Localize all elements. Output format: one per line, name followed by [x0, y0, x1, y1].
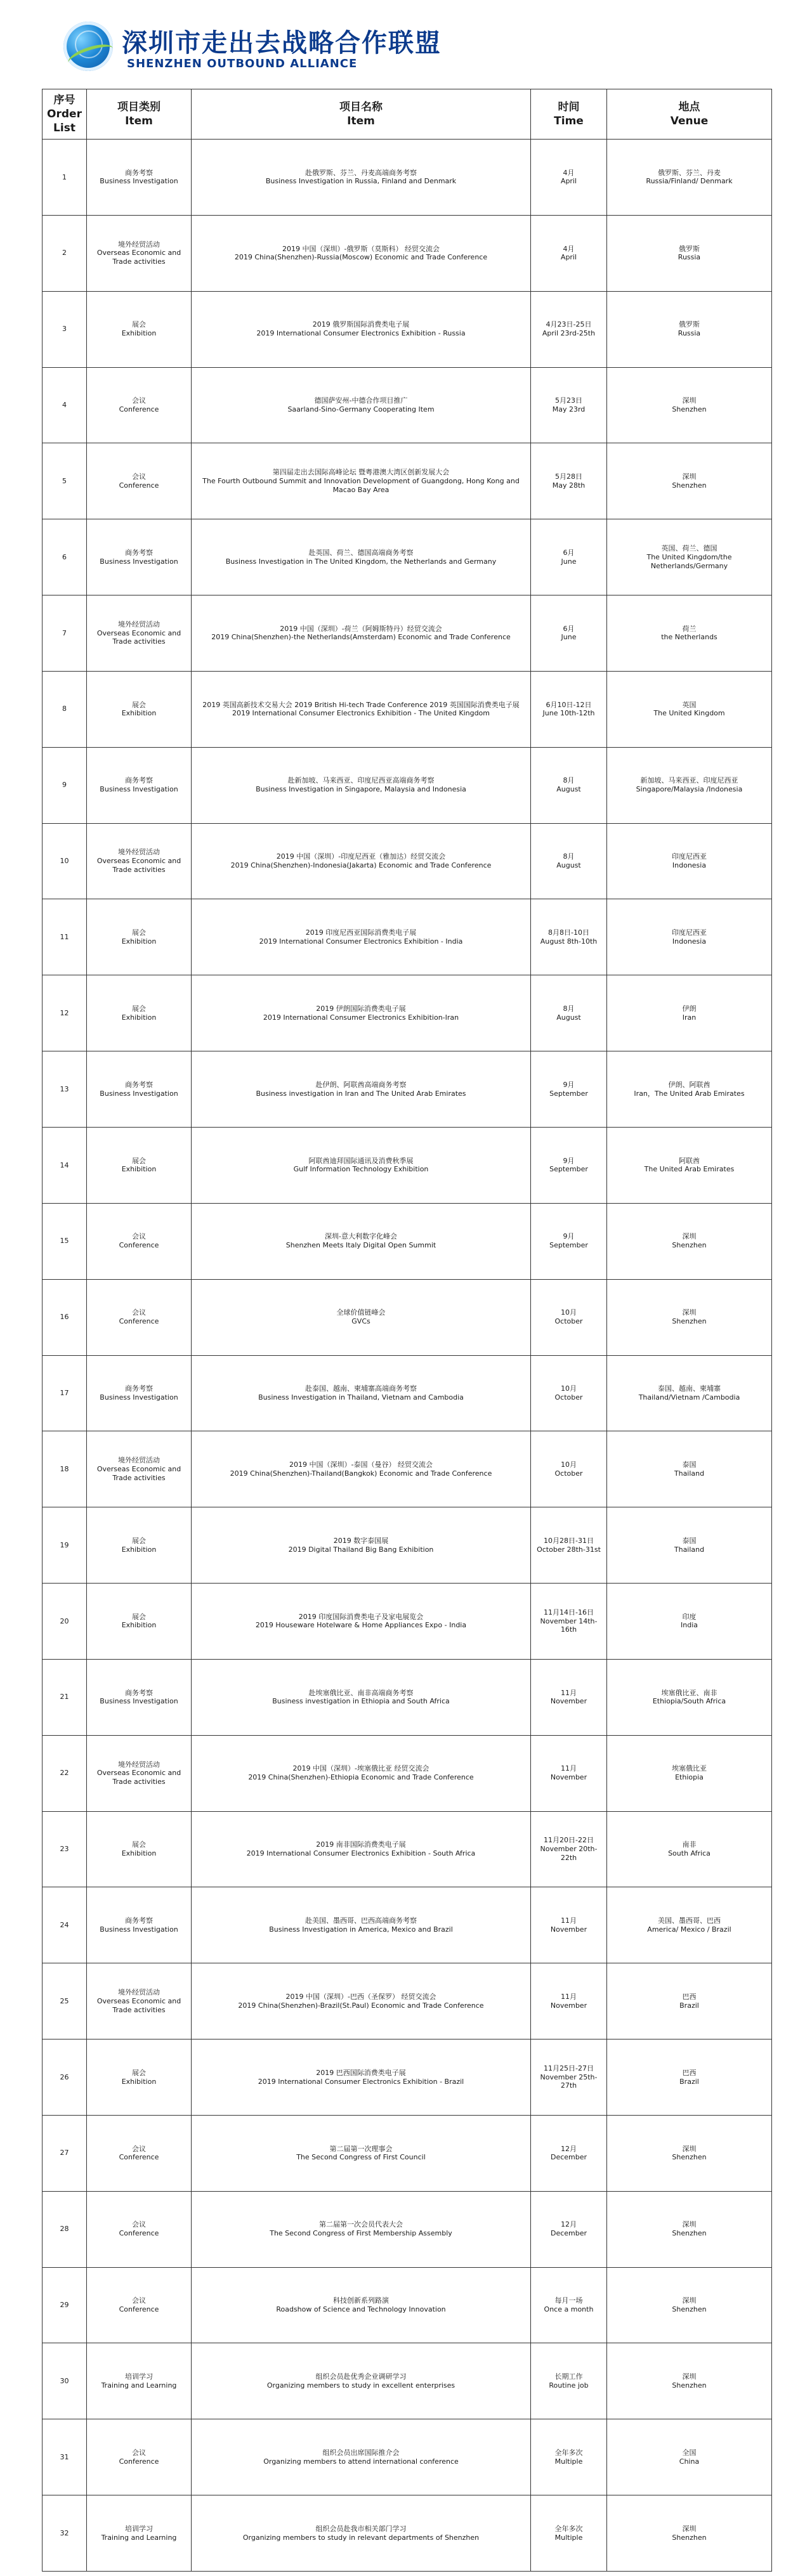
cell-name: 2019 中国（深圳）-泰国（曼谷） 经贸交流会 2019 China(Shenzhen)-Thailand(Bangkok) Economic and Trade Conference	[192, 1431, 531, 1507]
cell-name: 第二届第一次理事会 The Second Congress of First Council	[192, 2115, 531, 2191]
cell-name: 2019 数字泰国展 2019 Digital Thailand Big Bang Exhibition	[192, 1507, 531, 1584]
cell-name: 第二届第一次会员代表大会 The Second Congress of First Membership Assembly	[192, 2191, 531, 2267]
cell-order: 7	[43, 595, 87, 672]
cell-type: 商务考察 Business Investigation	[87, 1887, 192, 1963]
cell-name: 2019 巴西国际消费类电子展 2019 International Consumer Electronics Exhibition - Brazil	[192, 2039, 531, 2116]
cell-venue: 阿联酋 The United Arab Emirates	[607, 1127, 772, 1203]
cell-order: 10	[43, 823, 87, 899]
cell-name: 科技创新系列路演 Roadshow of Science and Technology Innovation	[192, 2267, 531, 2343]
cell-order: 29	[43, 2267, 87, 2343]
cell-time: 9月 September	[531, 1203, 607, 1279]
cell-venue: 埃塞俄比亚、南非 Ethiopia/South Africa	[607, 1659, 772, 1735]
cell-name: 第四届走出去国际高峰论坛 暨粤港澳大湾区创新发展大会 The Fourth Outbound Summit and Innovation Development of Guangdong, Hong Kong and Macao Bay Area	[192, 443, 531, 519]
cell-venue: 泰国、越南、柬埔寨 Thailand/Vietnam /Cambodia	[607, 1355, 772, 1431]
table-row	[43, 2191, 772, 2267]
cell-order: 19	[43, 1507, 87, 1584]
cell-order: 18	[43, 1431, 87, 1507]
table-row	[43, 823, 772, 899]
cell-venue: 埃塞俄比亚 Ethiopia	[607, 1735, 772, 1811]
cell-name: 2019 中国（深圳）-印度尼西亚（雅加达）经贸交流会 2019 China(Shenzhen)-Indonesia(Jakarta) Economic and Trade Conference	[192, 823, 531, 899]
table-row	[43, 2419, 772, 2495]
schedule-table	[42, 89, 772, 2572]
table-row	[43, 1127, 772, 1203]
table-row	[43, 2343, 772, 2419]
cell-time: 12月 December	[531, 2115, 607, 2191]
cell-venue: 印度 India	[607, 1584, 772, 1660]
cell-time: 11月25日-27日 November 25th-27th	[531, 2039, 607, 2116]
table-row	[43, 2039, 772, 2116]
cell-venue: 深圳 Shenzhen	[607, 1203, 772, 1279]
cell-type: 展会 Exhibition	[87, 899, 192, 975]
cell-order: 5	[43, 443, 87, 519]
cell-time: 4月23日-25日 April 23rd-25th	[531, 291, 607, 367]
table-row	[43, 1355, 772, 1431]
cell-venue: 印度尼西亚 Indonesia	[607, 823, 772, 899]
cell-type: 境外经贸活动 Overseas Economic and Trade activities	[87, 1431, 192, 1507]
cell-order: 21	[43, 1659, 87, 1735]
cell-order: 15	[43, 1203, 87, 1279]
cell-order: 20	[43, 1584, 87, 1660]
cell-name: 德国萨安州-中德合作项目推广 Saarland-Sino-Germany Cooperating Item	[192, 367, 531, 443]
globe-logo-icon	[63, 22, 113, 71]
cell-type: 会议 Conference	[87, 1279, 192, 1355]
table-row	[43, 1811, 772, 1887]
cell-time: 10月 October	[531, 1431, 607, 1507]
cell-type: 商务考察 Business Investigation	[87, 140, 192, 216]
cell-name: 组织会员赴优秀企业调研学习 Organizing members to study in excellent enterprises	[192, 2343, 531, 2419]
cell-time: 6月 June	[531, 519, 607, 595]
cell-time: 5月28日 May 28th	[531, 443, 607, 519]
cell-venue: 俄罗斯、芬兰、丹麦 Russia/Finland/ Denmark	[607, 140, 772, 216]
header-order: 序号 Order List	[43, 89, 87, 140]
cell-venue: 全国 China	[607, 2419, 772, 2495]
cell-time: 8月8日-10日 August 8th-10th	[531, 899, 607, 975]
cell-type: 境外经贸活动 Overseas Economic and Trade activities	[87, 1735, 192, 1811]
cell-time: 11月 November	[531, 1887, 607, 1963]
cell-time: 11月 November	[531, 1963, 607, 2039]
cell-type: 会议 Conference	[87, 1203, 192, 1279]
cell-name: 赴美国、墨西哥、巴西高端商务考察 Business Investigation in America, Mexico and Brazil	[192, 1887, 531, 1963]
cell-type: 会议 Conference	[87, 2191, 192, 2267]
cell-time: 11月14日-16日 November 14th-16th	[531, 1584, 607, 1660]
cell-order: 9	[43, 747, 87, 823]
cell-name: 2019 英国高新技术交易大会 2019 British Hi-tech Trade Conference 2019 英国国际消费类电子展 2019 International Consumer Electronics Exhibition - The United Kingdom	[192, 671, 531, 747]
cell-time: 9月 September	[531, 1127, 607, 1203]
table-header-row	[43, 89, 772, 140]
title-english: SHENZHEN OUTBOUND ALLIANCE	[127, 57, 358, 70]
cell-order: 31	[43, 2419, 87, 2495]
table-row	[43, 975, 772, 1051]
table-row	[43, 2267, 772, 2343]
cell-venue: 荷兰 the Netherlands	[607, 595, 772, 672]
cell-name: 阿联酋迪拜国际通讯及消费秋季展 Gulf Information Technology Exhibition	[192, 1127, 531, 1203]
cell-type: 培训学习 Training and Learning	[87, 2343, 192, 2419]
cell-name: 2019 南非国际消费类电子展 2019 International Consumer Electronics Exhibition - South Africa	[192, 1811, 531, 1887]
cell-type: 展会 Exhibition	[87, 975, 192, 1051]
header-type: 项目类别 Item	[87, 89, 192, 140]
cell-time: 6月 June	[531, 595, 607, 672]
cell-type: 展会 Exhibition	[87, 1507, 192, 1584]
table-row	[43, 2115, 772, 2191]
cell-type: 会议 Conference	[87, 443, 192, 519]
cell-order: 30	[43, 2343, 87, 2419]
cell-name: 2019 中国（深圳）-俄罗斯（莫斯科） 经贸交流会 2019 China(Shenzhen)-Russia(Moscow) Economic and Trade Conference	[192, 215, 531, 291]
cell-name: 赴英国、荷兰、德国高端商务考察 Business Investigation in The United Kingdom, the Netherlands and Germany	[192, 519, 531, 595]
cell-order: 22	[43, 1735, 87, 1811]
cell-name: 2019 中国（深圳）-埃塞俄比亚 经贸交流会 2019 China(Shenzhen)-Ethiopia Economic and Trade Conference	[192, 1735, 531, 1811]
cell-time: 12月 December	[531, 2191, 607, 2267]
cell-type: 商务考察 Business Investigation	[87, 1659, 192, 1735]
cell-order: 12	[43, 975, 87, 1051]
table-row	[43, 595, 772, 672]
cell-name: 赴俄罗斯、芬兰、丹麦高端商务考察 Business Investigation in Russia, Finland and Denmark	[192, 140, 531, 216]
table-row	[43, 1203, 772, 1279]
cell-type: 境外经贸活动 Overseas Economic and Trade activities	[87, 595, 192, 672]
cell-order: 14	[43, 1127, 87, 1203]
cell-order: 23	[43, 1811, 87, 1887]
cell-name: 全球价值链峰会 GVCs	[192, 1279, 531, 1355]
cell-type: 会议 Conference	[87, 2267, 192, 2343]
cell-time: 全年多次 Multiple	[531, 2419, 607, 2495]
cell-type: 展会 Exhibition	[87, 671, 192, 747]
page-header	[63, 18, 571, 81]
cell-venue: 美国、墨西哥、巴西 America/ Mexico / Brazil	[607, 1887, 772, 1963]
cell-name: 组织会员赴我市相关部门学习 Organizing members to study in relevant departments of Shenzhen	[192, 2495, 531, 2572]
cell-order: 11	[43, 899, 87, 975]
cell-venue: 深圳 Shenzhen	[607, 2495, 772, 2572]
cell-type: 境外经贸活动 Overseas Economic and Trade activities	[87, 1963, 192, 2039]
cell-time: 11月 November	[531, 1659, 607, 1735]
table-row	[43, 1963, 772, 2039]
cell-order: 28	[43, 2191, 87, 2267]
cell-order: 13	[43, 1051, 87, 1128]
table-row	[43, 1735, 772, 1811]
table-row	[43, 671, 772, 747]
table-row	[43, 1659, 772, 1735]
title-chinese: 深圳市走出去战略合作联盟	[122, 29, 442, 58]
cell-type: 展会 Exhibition	[87, 2039, 192, 2116]
table-row	[43, 1507, 772, 1584]
table-row	[43, 899, 772, 975]
cell-order: 27	[43, 2115, 87, 2191]
cell-venue: 俄罗斯 Russia	[607, 215, 772, 291]
table-row	[43, 1279, 772, 1355]
table-row	[43, 367, 772, 443]
cell-time: 8月 August	[531, 823, 607, 899]
cell-time: 4月 April	[531, 140, 607, 216]
table-row	[43, 140, 772, 216]
cell-time: 8月 August	[531, 975, 607, 1051]
cell-time: 6月10日-12日 June 10th-12th	[531, 671, 607, 747]
cell-name: 赴伊朗、阿联酋高端商务考察 Business investigation in Iran and The United Arab Emirates	[192, 1051, 531, 1128]
cell-time: 10月28日-31日 October 28th-31st	[531, 1507, 607, 1584]
cell-name: 2019 印度尼西亚国际消费类电子展 2019 International Consumer Electronics Exhibition - India	[192, 899, 531, 975]
header-time: 时间 Time	[531, 89, 607, 140]
cell-name: 赴新加坡、马来西亚、印度尼西亚高端商务考察 Business Investigation in Singapore, Malaysia and Indonesia	[192, 747, 531, 823]
cell-venue: 深圳 Shenzhen	[607, 443, 772, 519]
cell-order: 4	[43, 367, 87, 443]
cell-order: 2	[43, 215, 87, 291]
cell-name: 2019 中国（深圳）-巴西（圣保罗） 经贸交流会 2019 China(Shenzhen)-Brazil(St.Paul) Economic and Trade Conference	[192, 1963, 531, 2039]
cell-venue: 深圳 Shenzhen	[607, 1279, 772, 1355]
cell-venue: 南非 South Africa	[607, 1811, 772, 1887]
cell-order: 32	[43, 2495, 87, 2572]
cell-name: 赴泰国、越南、柬埔寨高端商务考察 Business Investigation in Thailand, Vietnam and Cambodia	[192, 1355, 531, 1431]
cell-type: 境外经贸活动 Overseas Economic and Trade activities	[87, 823, 192, 899]
table-row	[43, 747, 772, 823]
cell-type: 展会 Exhibition	[87, 291, 192, 367]
cell-order: 26	[43, 2039, 87, 2116]
cell-type: 商务考察 Business Investigation	[87, 1051, 192, 1128]
cell-venue: 伊朗、阿联酋 Iran，The United Arab Emirates	[607, 1051, 772, 1128]
cell-type: 会议 Conference	[87, 2115, 192, 2191]
cell-name: 赴埃塞俄比亚、南非高端商务考察 Business investigation in Ethiopia and South Africa	[192, 1659, 531, 1735]
cell-type: 会议 Conference	[87, 367, 192, 443]
cell-time: 8月 August	[531, 747, 607, 823]
table-row	[43, 1431, 772, 1507]
cell-time: 长期工作 Routine job	[531, 2343, 607, 2419]
cell-time: 9月 September	[531, 1051, 607, 1128]
cell-type: 培训学习 Training and Learning	[87, 2495, 192, 2572]
cell-order: 17	[43, 1355, 87, 1431]
cell-venue: 俄罗斯 Russia	[607, 291, 772, 367]
cell-type: 展会 Exhibition	[87, 1811, 192, 1887]
cell-order: 24	[43, 1887, 87, 1963]
cell-venue: 深圳 Shenzhen	[607, 367, 772, 443]
table-row	[43, 291, 772, 367]
table-row	[43, 519, 772, 595]
cell-order: 16	[43, 1279, 87, 1355]
cell-venue: 英国、荷兰、德国 The United Kingdom/the Netherlands/Germany	[607, 519, 772, 595]
cell-time: 11月 November	[531, 1735, 607, 1811]
table-row	[43, 443, 772, 519]
table-row	[43, 1887, 772, 1963]
cell-venue: 英国 The United Kingdom	[607, 671, 772, 747]
cell-time: 每月一场 Once a month	[531, 2267, 607, 2343]
cell-name: 深圳-意大利数字化峰会 Shenzhen Meets Italy Digital Open Summit	[192, 1203, 531, 1279]
cell-type: 展会 Exhibition	[87, 1584, 192, 1660]
cell-venue: 伊朗 Iran	[607, 975, 772, 1051]
cell-order: 6	[43, 519, 87, 595]
cell-type: 商务考察 Business Investigation	[87, 747, 192, 823]
cell-time: 全年多次 Multiple	[531, 2495, 607, 2572]
cell-type: 商务考察 Business Investigation	[87, 1355, 192, 1431]
header-venue: 地点 Venue	[607, 89, 772, 140]
cell-name: 2019 印度国际消费类电子及家电展览会 2019 Houseware Hotelware & Home Appliances Expo - India	[192, 1584, 531, 1660]
cell-order: 1	[43, 140, 87, 216]
cell-time: 10月 October	[531, 1279, 607, 1355]
cell-venue: 泰国 Thailand	[607, 1507, 772, 1584]
cell-order: 25	[43, 1963, 87, 2039]
cell-venue: 印度尼西亚 Indonesia	[607, 899, 772, 975]
cell-time: 10月 October	[531, 1355, 607, 1431]
header-name: 项目名称 Item	[192, 89, 531, 140]
cell-name: 2019 伊朗国际消费类电子展 2019 International Consumer Electronics Exhibition-Iran	[192, 975, 531, 1051]
cell-order: 8	[43, 671, 87, 747]
cell-time: 4月 April	[531, 215, 607, 291]
cell-order: 3	[43, 291, 87, 367]
cell-time: 5月23日 May 23rd	[531, 367, 607, 443]
cell-venue: 新加坡、马来西亚、印度尼西亚 Singapore/Malaysia /Indonesia	[607, 747, 772, 823]
cell-type: 展会 Exhibition	[87, 1127, 192, 1203]
cell-name: 组织会员出席国际推介会 Organizing members to attend international conference	[192, 2419, 531, 2495]
cell-venue: 深圳 Shenzhen	[607, 2267, 772, 2343]
table-row	[43, 215, 772, 291]
cell-venue: 深圳 Shenzhen	[607, 2343, 772, 2419]
cell-time: 11月20日-22日 November 20th-22th	[531, 1811, 607, 1887]
cell-name: 2019 俄罗斯国际消费类电子展 2019 International Consumer Electronics Exhibition - Russia	[192, 291, 531, 367]
table-row	[43, 1584, 772, 1660]
cell-type: 商务考察 Business Investigation	[87, 519, 192, 595]
cell-venue: 深圳 Shenzhen	[607, 2115, 772, 2191]
cell-name: 2019 中国（深圳）-荷兰（阿姆斯特丹）经贸交流会 2019 China(Shenzhen)-the Netherlands(Amsterdam) Economic and Trade Conference	[192, 595, 531, 672]
cell-venue: 泰国 Thailand	[607, 1431, 772, 1507]
cell-type: 境外经贸活动 Overseas Economic and Trade activities	[87, 215, 192, 291]
cell-venue: 巴西 Brazil	[607, 2039, 772, 2116]
cell-type: 会议 Conference	[87, 2419, 192, 2495]
cell-venue: 巴西 Brazil	[607, 1963, 772, 2039]
cell-venue: 深圳 Shenzhen	[607, 2191, 772, 2267]
table-row	[43, 1051, 772, 1128]
table-row	[43, 2495, 772, 2572]
